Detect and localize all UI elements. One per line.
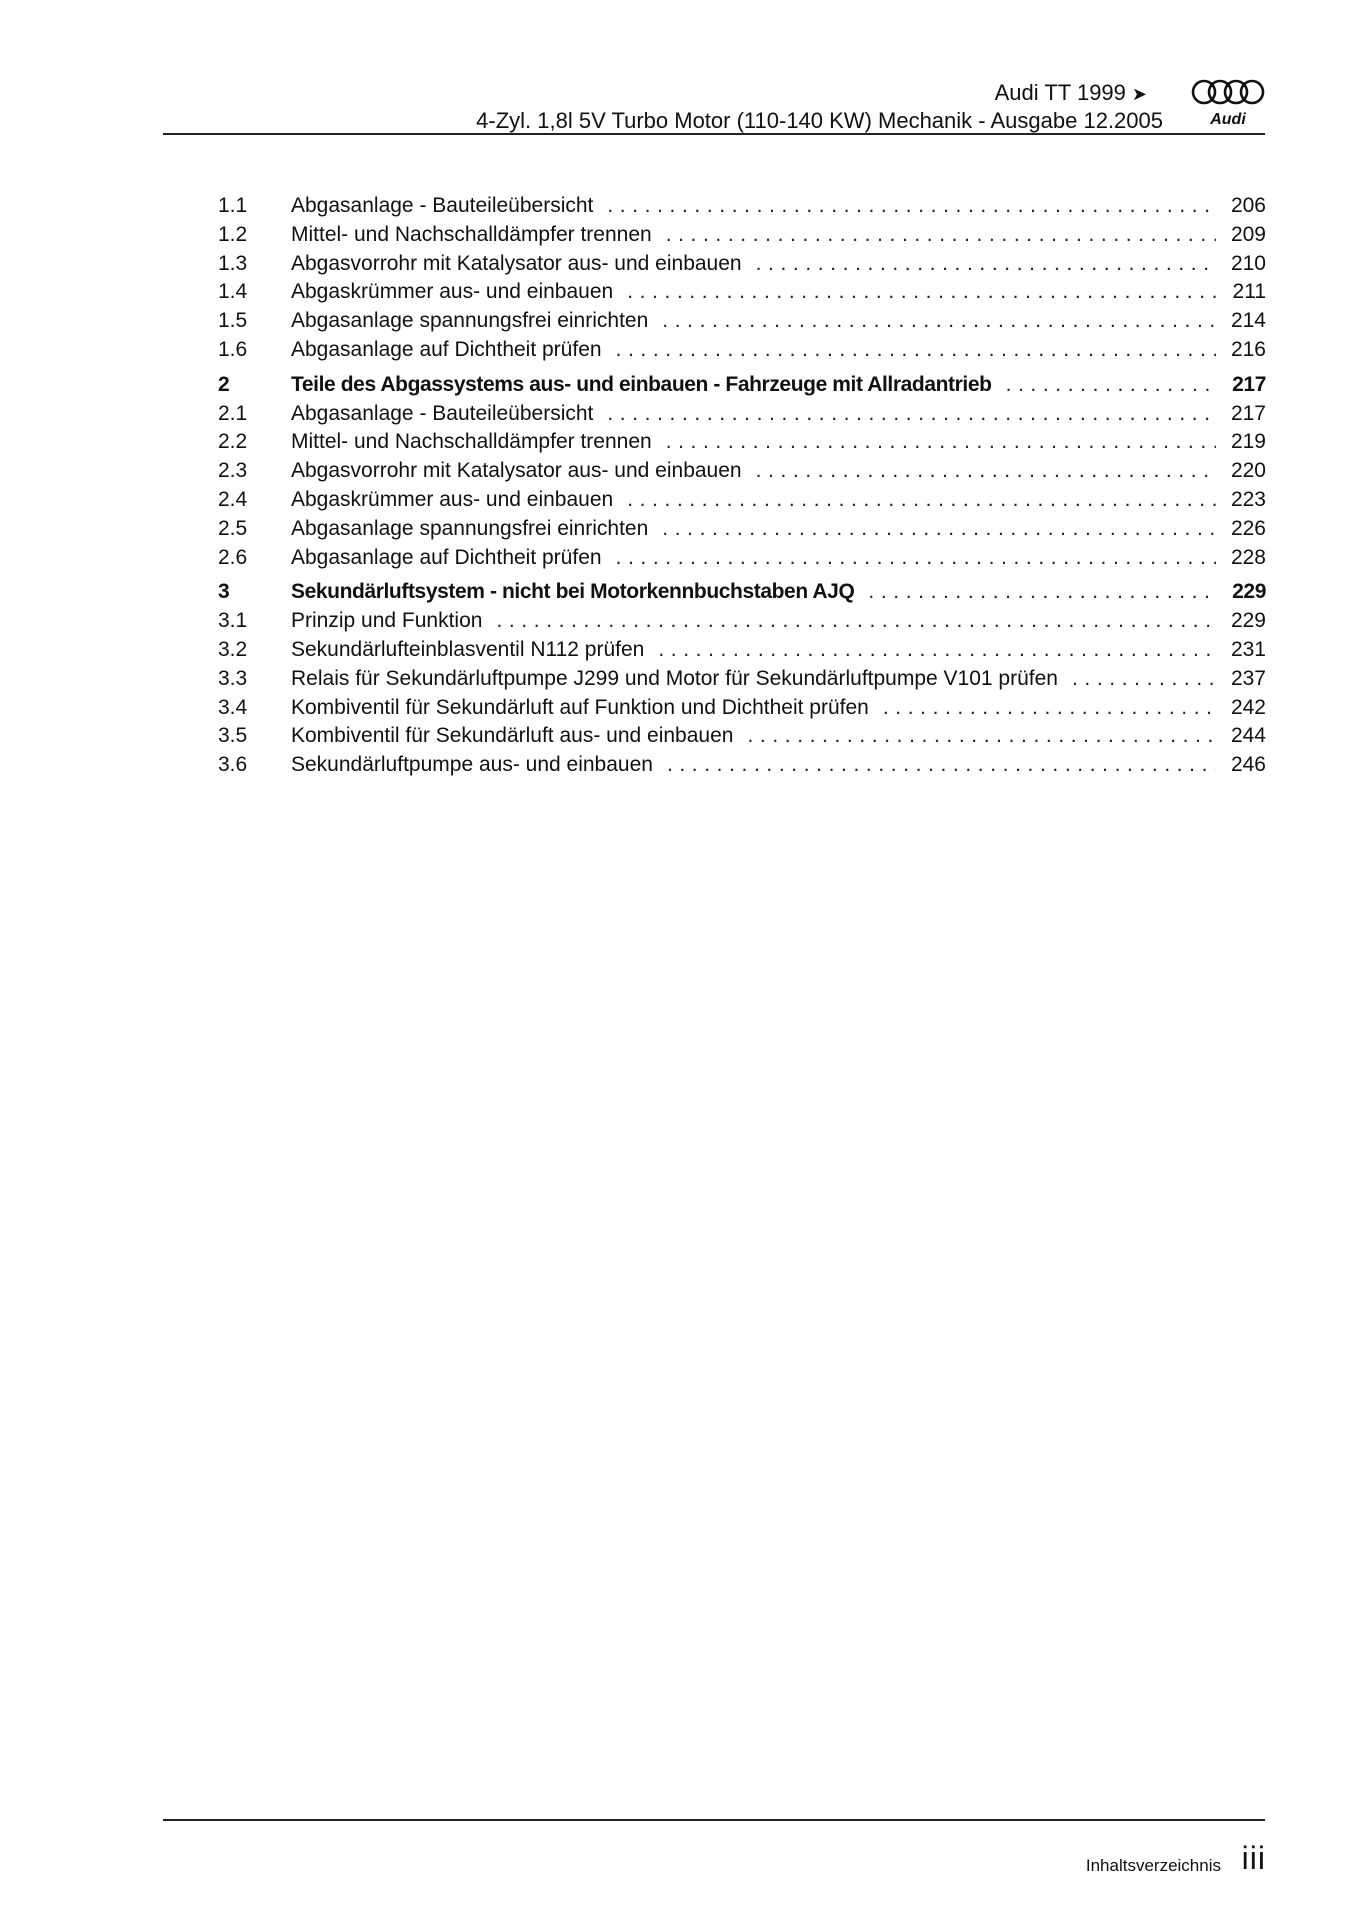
toc-leader-dots: [607, 400, 1216, 429]
toc-entry-number: 2.2: [218, 430, 248, 454]
audi-logo-icon: [1190, 78, 1270, 136]
toc-entry-number: 3.3: [218, 666, 248, 690]
toc-entry-number: 3.1: [218, 609, 248, 633]
toc-entry[interactable]: [218, 607, 1266, 636]
toc-leader-dots: [607, 192, 1216, 221]
toc-entry-title: Abgasanlage - Bauteileübersicht: [291, 401, 594, 425]
toc-entry[interactable]: [218, 578, 1266, 607]
footer-page-number: iii: [1241, 1840, 1266, 1876]
toc-entry-page: 244: [1230, 724, 1266, 748]
toc-entry-title: Abgaskrümmer aus- und einbauen: [291, 487, 614, 511]
toc-entry-title: Abgasanlage auf Dichtheit prüfen: [291, 337, 602, 361]
toc-entry-title: Abgasanlage spannungsfrei einrichten: [291, 516, 649, 540]
toc-entry-title: Relais für Sekundärluftpumpe J299 und Motor für Sekundärluftpumpe V101 prüfen: [291, 666, 1058, 690]
toc-entry-page: 223: [1230, 487, 1266, 511]
toc-entry-title: Abgasanlage auf Dichtheit prüfen: [291, 545, 602, 569]
header-model-text: Audi TT 1999: [994, 80, 1126, 105]
toc-entry-number: 2.1: [218, 401, 248, 425]
toc-entry[interactable]: [218, 428, 1266, 457]
toc-leader-dots: [666, 428, 1216, 457]
toc-entry-page: 228: [1230, 545, 1266, 569]
toc-leader-dots: [756, 250, 1216, 279]
toc-entry-title: Kombiventil für Sekundärluft auf Funktion und Dichtheit prüfen: [291, 695, 869, 719]
toc-entry-page: 242: [1230, 695, 1266, 719]
toc-entry-title: Abgasvorrohr mit Katalysator aus- und einbauen: [291, 251, 742, 275]
toc-entry[interactable]: [218, 336, 1266, 365]
toc-entry-number: 2.4: [218, 487, 248, 511]
toc-entry-number: 1.1: [218, 194, 248, 217]
toc-entry-page: 214: [1230, 309, 1266, 333]
toc-entry[interactable]: [218, 636, 1266, 665]
toc-leader-dots: [667, 751, 1216, 780]
toc-entry-page: 231: [1230, 637, 1266, 661]
toc-leader-dots: [662, 307, 1216, 336]
toc-entry-page: 210: [1230, 251, 1266, 275]
toc-leader-dots: [1006, 371, 1216, 400]
toc-entry-page: 211: [1232, 280, 1266, 304]
toc-leader-dots: [756, 457, 1216, 486]
toc-entry-page: 219: [1230, 430, 1266, 454]
toc-entry[interactable]: [218, 192, 1266, 221]
toc-entry-page: 226: [1230, 516, 1266, 540]
toc-leader-dots: [1072, 665, 1216, 694]
toc-entry-page: 206: [1230, 194, 1266, 217]
header-model: [995, 80, 1147, 107]
toc-entry-number: 1.5: [218, 309, 248, 333]
toc-entry[interactable]: [218, 486, 1266, 515]
toc-entry-number: 1.6: [218, 337, 248, 361]
toc-leader-dots: [616, 544, 1216, 573]
audi-wordmark: Audi: [1210, 111, 1246, 128]
toc-entry-number: 2.3: [218, 459, 248, 483]
toc-entry-title: Abgaskrümmer aus- und einbauen: [291, 280, 614, 304]
toc-entry[interactable]: [218, 544, 1266, 573]
toc-entry-page: 229: [1232, 580, 1266, 604]
toc-leader-dots: [747, 722, 1216, 751]
toc-entry-title: Abgasanlage - Bauteileübersicht: [291, 194, 594, 217]
toc-entry-number: 1.2: [218, 222, 248, 246]
toc-entry[interactable]: [218, 371, 1266, 400]
toc-entry-title: Mittel- und Nachschalldämpfer trennen: [291, 222, 652, 246]
toc-entry[interactable]: [218, 515, 1266, 544]
toc-entry-number: 1.3: [218, 251, 248, 275]
toc-entry[interactable]: [218, 221, 1266, 250]
toc-entry-page: 229: [1230, 609, 1266, 633]
toc-entry-page: 209: [1230, 222, 1266, 246]
toc-entry-title: Prinzip und Funktion: [291, 609, 483, 633]
footer-section-label: Inhaltsverzeichnis: [1085, 1856, 1221, 1875]
toc-entry-number: 3.2: [218, 637, 248, 661]
toc-entry-page: 217: [1232, 372, 1266, 396]
toc-entry[interactable]: [218, 665, 1266, 694]
toc-entry-number: 3.4: [218, 695, 248, 719]
toc-leader-dots: [662, 515, 1216, 544]
toc-leader-dots: [496, 607, 1216, 636]
toc-entry[interactable]: [218, 400, 1266, 429]
toc-entry-number: 2: [218, 372, 230, 396]
toc-entry-title: Teile des Abgassystems aus- und einbauen - Fahrzeuge mit Allradantrieb: [291, 372, 992, 396]
header-title: 4-Zyl. 1,8l 5V Turbo Motor (110-140 KW) Mechanik - Ausgabe 12.2005: [476, 108, 1163, 133]
table-of-contents: [218, 192, 1266, 780]
toc-leader-dots: [666, 221, 1216, 250]
toc-entry-number: 3.6: [218, 753, 248, 777]
header-divider: [163, 133, 1265, 135]
toc-leader-dots: [868, 578, 1216, 607]
toc-entry[interactable]: [218, 278, 1266, 307]
toc-entry-page: 246: [1230, 753, 1266, 777]
toc-entry[interactable]: [218, 250, 1266, 279]
toc-entry[interactable]: [218, 722, 1266, 751]
footer-divider: [163, 1819, 1265, 1821]
toc-entry-page: 216: [1230, 337, 1266, 361]
toc-entry-number: 3.5: [218, 724, 248, 748]
toc-leader-dots: [883, 694, 1216, 723]
toc-entry-title: Kombiventil für Sekundärluft aus- und einbauen: [291, 724, 734, 748]
toc-entry-title: Abgasanlage spannungsfrei einrichten: [291, 309, 649, 333]
toc-entry-number: 1.4: [218, 280, 248, 304]
toc-entry-page: 217: [1230, 401, 1266, 425]
toc-leader-dots: [627, 278, 1216, 307]
toc-leader-dots: [627, 486, 1216, 515]
toc-entry-number: 3: [218, 580, 230, 604]
toc-entry-title: Sekundärlufteinblasventil N112 prüfen: [291, 637, 645, 661]
toc-entry-title: Sekundärluftpumpe aus- und einbauen: [291, 753, 653, 777]
toc-entry-number: 2.6: [218, 545, 248, 569]
toc-leader-dots: [658, 636, 1216, 665]
toc-entry[interactable]: [218, 751, 1266, 780]
toc-entry[interactable]: [218, 457, 1266, 486]
toc-entry[interactable]: [218, 694, 1266, 723]
toc-leader-dots: [616, 336, 1216, 365]
toc-entry-page: 220: [1230, 459, 1266, 483]
arrow-right-icon: ➤: [1131, 84, 1147, 104]
toc-entry-page: 237: [1230, 666, 1266, 690]
toc-entry-title: Abgasvorrohr mit Katalysator aus- und einbauen: [291, 459, 742, 483]
toc-entry-title: Sekundärluftsystem - nicht bei Motorkennbuchstaben AJQ: [291, 580, 855, 604]
toc-entry-number: 2.5: [218, 516, 248, 540]
toc-entry-title: Mittel- und Nachschalldämpfer trennen: [291, 430, 652, 454]
toc-entry[interactable]: [218, 307, 1266, 336]
